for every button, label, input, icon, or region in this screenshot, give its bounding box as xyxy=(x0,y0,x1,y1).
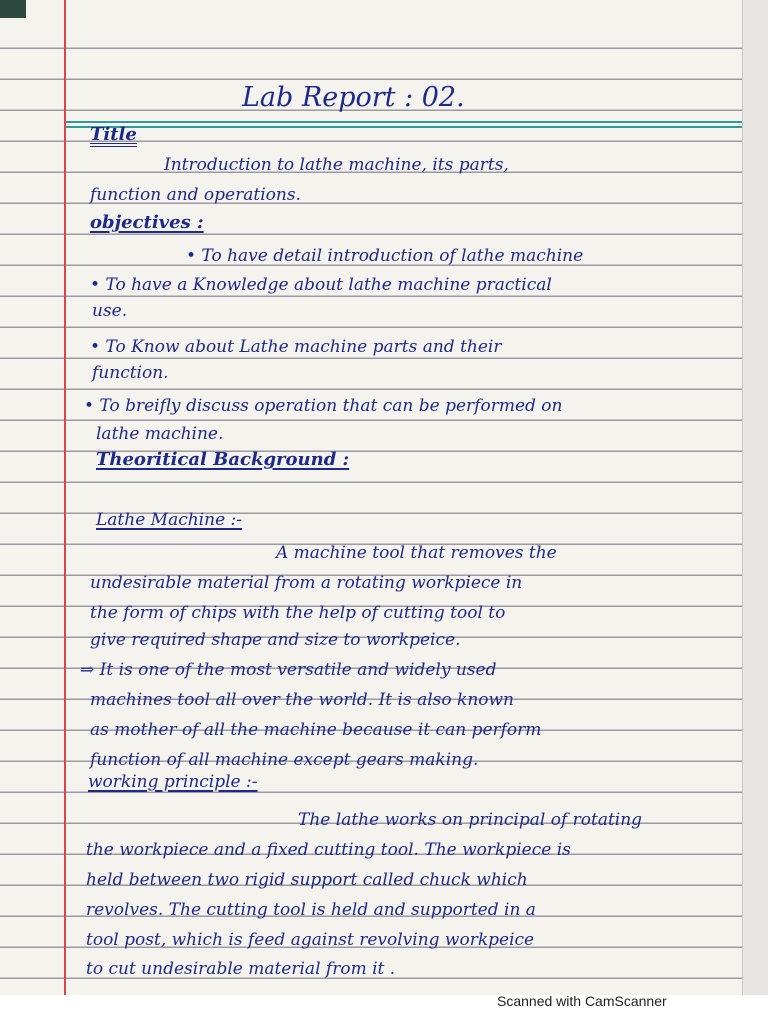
lathe-line: the form of chips with the help of cutting tool to xyxy=(90,603,506,623)
scanner-watermark: Scanned with CamScanner xyxy=(497,993,667,1009)
heading-rule-top xyxy=(66,121,742,123)
objectives-label: objectives : xyxy=(90,212,204,233)
lathe-line: undesirable material from a rotating workpiece in xyxy=(90,573,523,593)
background-label: Theoritical Background : xyxy=(96,449,350,470)
objective-line: lathe machine. xyxy=(96,424,224,444)
page-top-band xyxy=(0,0,768,18)
objective-line: • To Know about Lathe machine parts and their xyxy=(90,337,502,357)
lathe-line: function of all machine except gears making. xyxy=(90,750,479,770)
working-line: revolves. The cutting tool is held and supported in a xyxy=(86,900,536,920)
objective-line: • To have a Knowledge about lathe machine practical xyxy=(90,275,552,295)
scan-corner xyxy=(0,0,26,18)
working-principle-label: working principle :- xyxy=(88,772,258,792)
lathe-line: as mother of all the machine because it can perform xyxy=(90,720,542,740)
page-edge xyxy=(742,0,768,995)
objective-line: use. xyxy=(92,301,128,321)
working-line: the workpiece and a fixed cutting tool. The workpiece is xyxy=(86,840,571,860)
objective-line: • To have detail introduction of lathe machine xyxy=(186,246,584,266)
lathe-machine-label: Lathe Machine :- xyxy=(96,510,243,530)
working-line: The lathe works on principal of rotating xyxy=(298,810,643,830)
working-line: to cut undesirable material from it . xyxy=(86,959,396,979)
lathe-line: machines tool all over the world. It is also known xyxy=(90,690,515,710)
working-line: tool post, which is feed against revolving workpeice xyxy=(86,930,535,950)
title-line: function and operations. xyxy=(90,185,301,205)
objective-line: function. xyxy=(92,363,169,383)
objective-line: • To breifly discuss operation that can be performed on xyxy=(84,396,563,416)
lathe-line: give required shape and size to workpeice. xyxy=(90,630,461,650)
title-line: Introduction to lathe machine, its parts, xyxy=(164,155,509,175)
lathe-line: A machine tool that removes the xyxy=(276,543,557,563)
working-line: held between two rigid support called chuck which xyxy=(86,870,528,890)
title-label: Title xyxy=(90,124,137,145)
margin-line xyxy=(64,0,66,995)
heading-rule-bottom xyxy=(66,126,742,128)
lathe-line: ⇒ It is one of the most versatile and widely used xyxy=(80,660,497,680)
page-heading: Lab Report : 02. xyxy=(242,82,465,113)
